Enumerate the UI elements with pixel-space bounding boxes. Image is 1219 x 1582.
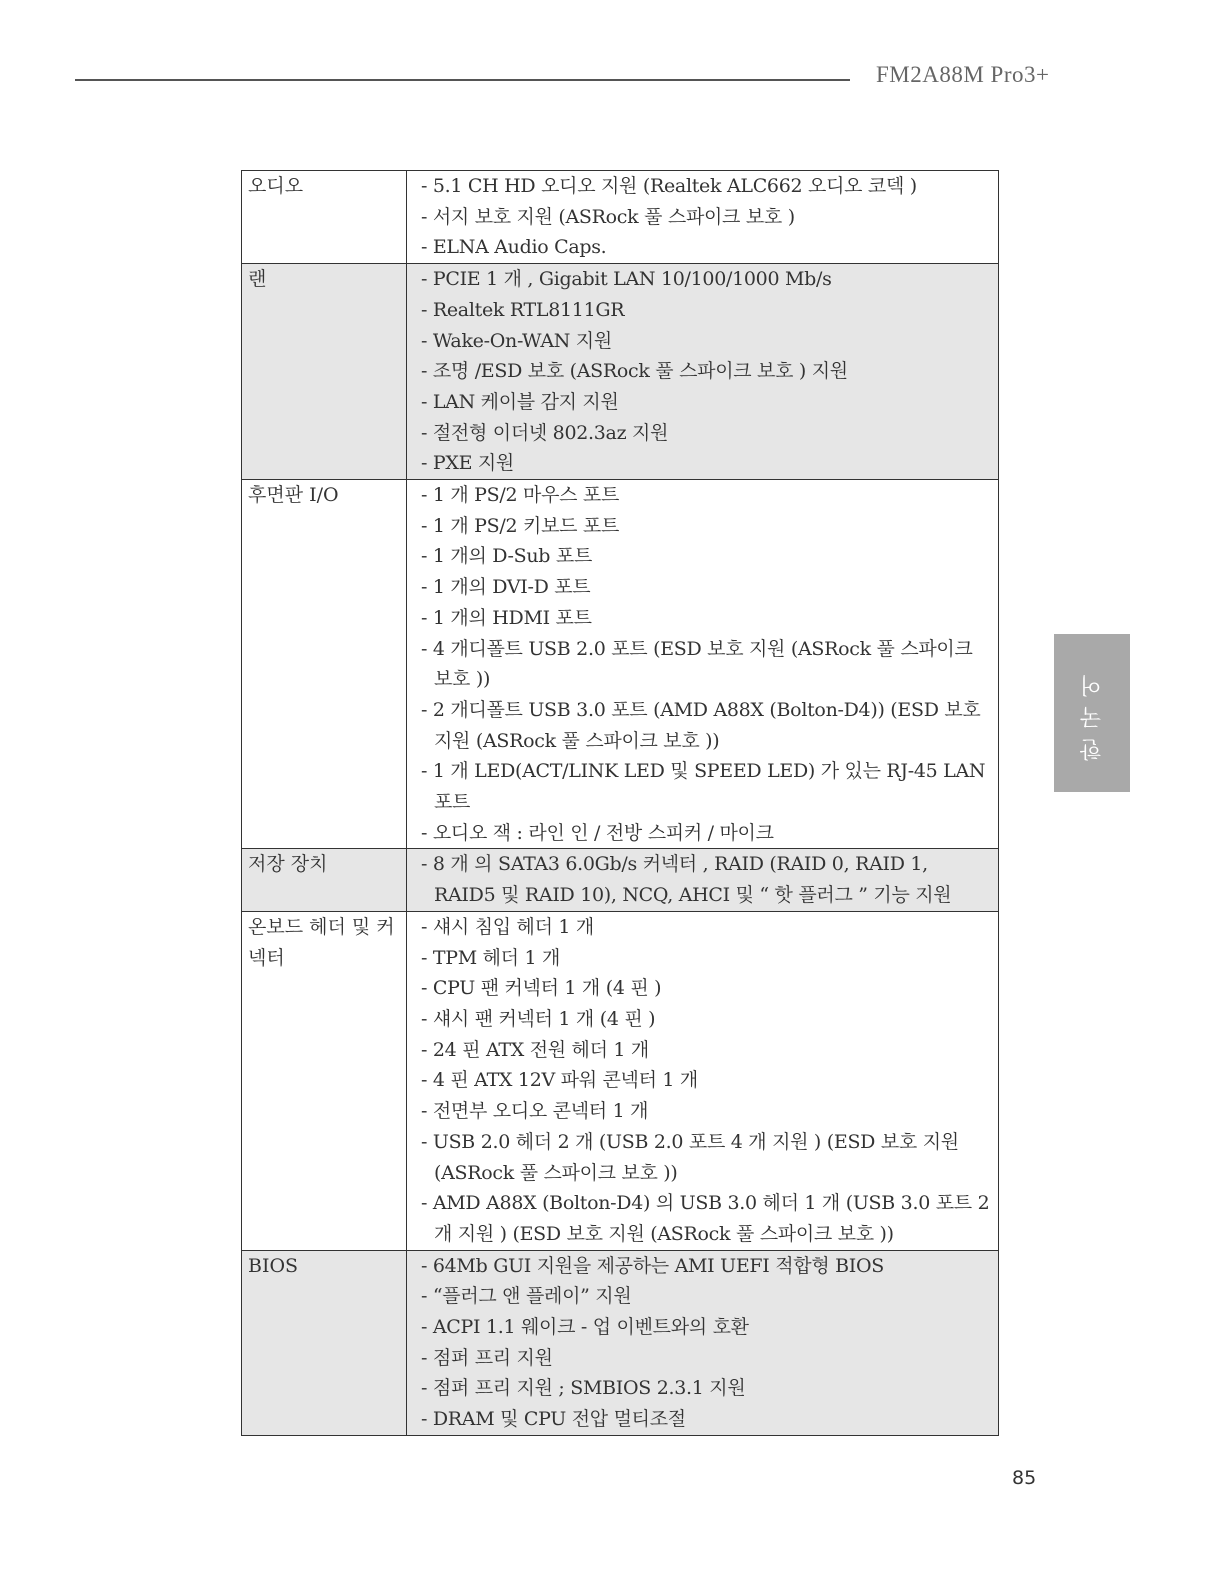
spec-items-cell (407, 171, 999, 264)
spec-item: - 1 개 PS/2 키보드 포트 (421, 514, 620, 537)
spec-items-cell (407, 264, 999, 480)
spec-item: - 1 개 LED(ACT/LINK LED 및 SPEED LED) 가 있는 RJ-45 LAN 포트 (421, 760, 986, 814)
model-title: FM2A88M Pro3+ (876, 62, 1050, 87)
spec-item: - 절전형 이더넷 802.3az 지원 (421, 421, 669, 444)
spec-item: - 1 개의 HDMI 포트 (421, 606, 592, 629)
spec-item: - USB 2.0 헤더 2 개 (USB 2.0 포트 4 개 지원 ) (ESD 보호 지원 (ASRock 풀 스파이크 보호 )) (421, 1130, 959, 1184)
spec-item: - ACPI 1.1 웨이크 - 업 이벤트와의 호환 (421, 1316, 749, 1339)
spec-item: - 조명 /ESD 보호 (ASRock 풀 스파이크 보호 ) 지원 (421, 360, 848, 383)
spec-item: - 섀시 팬 커넥터 1 개 (4 핀 ) (421, 1007, 656, 1030)
spec-row (242, 480, 999, 849)
spec-row (242, 171, 999, 264)
spec-item: - AMD A88X (Bolton-D4) 의 USB 3.0 헤더 1 개 (USB 3.0 포트 2 개 지원 ) (ESD 보호 지원 (ASRock 풀 스파이크 보호 )) (421, 1192, 990, 1245)
spec-item: - 전면부 오디오 콘넥터 1 개 (421, 1100, 649, 1123)
spec-item: - 4 핀 ATX 12V 파워 콘넥터 1 개 (421, 1069, 698, 1092)
spec-item: - ELNA Audio Caps. (421, 236, 607, 259)
spec-item: - DRAM 및 CPU 전압 멀티조절 (421, 1408, 686, 1431)
spec-category-label: 랜 (242, 264, 407, 480)
spec-row (242, 911, 999, 1250)
spec-item: - “플러그 앤 플레이” 지원 (421, 1285, 632, 1308)
language-tab-label: 한국어 (1079, 665, 1105, 761)
spec-items-cell (407, 480, 999, 849)
spec-item: - CPU 팬 커넥터 1 개 (4 핀 ) (421, 977, 662, 1000)
spec-item: - 24 핀 ATX 전원 헤더 1 개 (421, 1038, 649, 1061)
spec-item: - LAN 케이블 감지 지원 (421, 390, 619, 413)
spec-table-body (242, 171, 999, 1436)
spec-item: - 점퍼 프리 지원 (421, 1346, 553, 1369)
spec-category-label: 저장 장치 (242, 849, 407, 911)
spec-item: - PXE 지원 (421, 452, 514, 475)
spec-item: - 1 개의 D-Sub 포트 (421, 545, 593, 568)
header-rule (75, 79, 850, 81)
spec-category-label: 후면판 I/O (242, 480, 407, 849)
spec-item: - 8 개 의 SATA3 6.0Gb/s 커넥터 , RAID (RAID 0, RAID 1, RAID5 및 RAID 10), NCQ, AHCI 및 “ 핫 플러그 ” 기능 지원 (421, 853, 952, 907)
spec-item: - 2 개디폴트 USB 3.0 포트 (AMD A88X (Bolton-D4)) (ESD 보호 지원 (ASRock 풀 스파이크 보호 )) (421, 698, 981, 752)
spec-item: - 오디오 잭 : 라인 인 / 전방 스피커 / 마이크 (421, 821, 774, 844)
spec-item: - 1 개 PS/2 마우스 포트 (421, 484, 620, 507)
spec-item: - PCIE 1 개 , Gigabit LAN 10/100/1000 Mb/s (421, 268, 832, 291)
spec-item: - Realtek RTL8111GR (421, 298, 625, 321)
spec-category-label: 온보드 헤더 및 커넥터 (242, 911, 407, 1250)
spec-items-cell (407, 1250, 999, 1435)
spec-item: - 서지 보호 지원 (ASRock 풀 스파이크 보호 ) (421, 205, 795, 228)
spec-category-label: 오디오 (242, 171, 407, 264)
page-number: 85 (1012, 1467, 1037, 1489)
spec-row (242, 1250, 999, 1435)
spec-category-label: BIOS (242, 1250, 407, 1435)
spec-table (241, 170, 999, 1436)
spec-item: - 64Mb GUI 지원을 제공하는 AMI UEFI 적합형 BIOS (421, 1254, 884, 1277)
spec-items-cell (407, 911, 999, 1250)
spec-item: - Wake-On-WAN 지원 (421, 329, 612, 352)
spec-item: - TPM 헤더 1 개 (421, 946, 561, 969)
spec-item: - 4 개디폴트 USB 2.0 포트 (ESD 보호 지원 (ASRock 풀 스파이크 보호 )) (421, 637, 973, 691)
spec-row (242, 849, 999, 911)
spec-items-cell (407, 849, 999, 911)
language-tab (1054, 634, 1130, 792)
spec-item: - 1 개의 DVI-D 포트 (421, 576, 591, 599)
spec-item: - 섀시 침입 헤더 1 개 (421, 915, 594, 938)
spec-item: - 5.1 CH HD 오디오 지원 (Realtek ALC662 오디오 코덱 ) (421, 175, 917, 197)
spec-row (242, 264, 999, 480)
spec-item: - 점퍼 프리 지원 ; SMBIOS 2.3.1 지원 (421, 1377, 746, 1400)
